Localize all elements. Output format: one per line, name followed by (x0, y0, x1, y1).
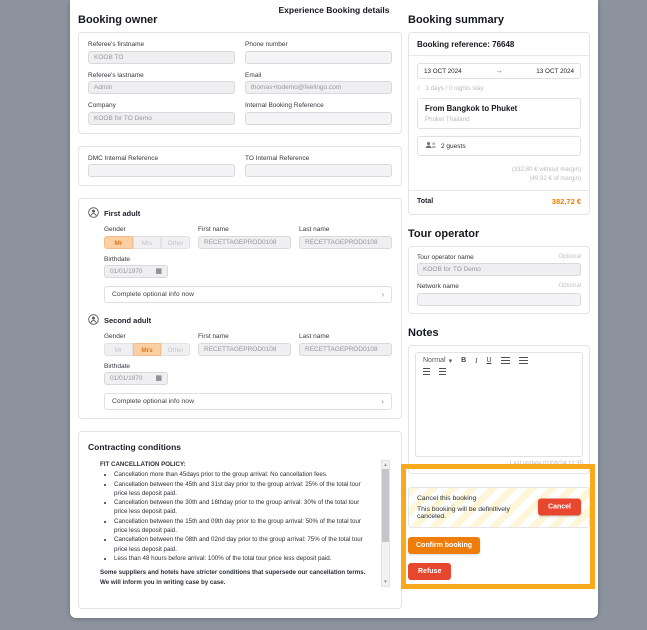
policy-title: FIT CANCELLATION POLICY: (100, 461, 186, 468)
birthdate-picker[interactable] (104, 372, 168, 385)
notes-heading: Notes (408, 326, 439, 339)
company-label: Company (88, 102, 116, 109)
notes-card (408, 345, 590, 474)
booking-summary-card (408, 32, 590, 215)
chevron-right-icon: › (381, 290, 384, 299)
total-label: Total (417, 197, 434, 205)
booking-owner-heading: Booking owner (78, 14, 158, 26)
birthdate-picker[interactable] (104, 265, 168, 278)
cancel-banner-title: Cancel this booking (417, 494, 477, 502)
field-email (245, 72, 392, 95)
contracting-conditions-heading: Contracting conditions (88, 442, 182, 452)
first-name-input: RECETTAGEPROD0108 (198, 343, 291, 356)
phone-input[interactable] (245, 51, 392, 64)
trip-title: From Bangkok to Phuket (425, 104, 518, 113)
gender-option-mr[interactable]: Mr (104, 236, 133, 249)
left-column (78, 14, 402, 609)
booking-owner-card (78, 32, 402, 134)
policy-bullet: • Cancellation between the 08th and 02nd day prior to the group arrival: 75% of the total tour price less deposit paid. (114, 535, 374, 554)
editor-toolbar (416, 353, 536, 378)
person-icon (88, 207, 99, 220)
refuse-button[interactable]: Refuse (408, 563, 451, 580)
gender-option-other[interactable]: Other (161, 236, 190, 249)
moon-icon: ☾ (417, 85, 423, 92)
last-name-label: Last name (299, 226, 330, 233)
tour-operator-card (408, 246, 590, 314)
first-adult-lastname (299, 226, 392, 249)
to-internal-ref-label: TO Internal Reference (245, 154, 310, 162)
birthdate-value: 01/01/1970 (110, 267, 143, 275)
field-to-internal-ref (245, 155, 392, 178)
complete-optional-info-row[interactable] (104, 393, 392, 410)
field-company (88, 102, 235, 125)
trip-location: Phuket Thailand (425, 116, 470, 123)
field-tour-operator-name (417, 254, 581, 277)
gender-option-other[interactable]: Other (161, 343, 190, 356)
policy-bullet-list (114, 470, 374, 563)
second-adult-firstname (198, 333, 291, 356)
gender-option-mrs[interactable]: Mrs (133, 343, 162, 356)
field-referee-lastname (88, 72, 235, 95)
indent-icon[interactable] (439, 368, 446, 375)
complete-optional-info-row[interactable] (104, 286, 392, 303)
booking-details-panel (70, 0, 598, 618)
internal-booking-ref-label: Internal Booking Reference (245, 102, 324, 109)
referee-lastname-label: Referee's lastname (88, 71, 144, 79)
policy-bullet: • Cancellation between the 15th and 09th day prior to the group arrival: 50% of the total tour price less deposit paid. (114, 517, 374, 536)
travelers-card (78, 198, 402, 419)
internal-booking-ref-input[interactable] (245, 112, 392, 125)
margin-of: (49,92 € of margin) (529, 175, 581, 183)
calendar-icon[interactable]: ▦ (155, 267, 162, 275)
bold-icon[interactable]: B (461, 357, 467, 365)
cancel-button[interactable]: Cancel (538, 499, 581, 516)
policy-bullet: • Cancellation between the 30th and 16thday prior to the group arrival: 30% of the total tour price less deposit paid. (114, 498, 374, 517)
gender-segmented-control (104, 236, 190, 249)
email-input: thomas+todemo@feelingo.com (245, 81, 392, 94)
second-adult-birthdate (104, 363, 392, 386)
notes-editor[interactable] (415, 352, 583, 457)
field-internal-booking-ref (245, 102, 392, 125)
person-icon (88, 314, 99, 327)
policy-bullet: • Cancellation more than 45days prior to the group arrival: No cancellation fees. (114, 470, 374, 479)
to-internal-ref-input[interactable] (245, 164, 392, 177)
margin-without: (332,80 € without margin) (511, 166, 581, 173)
policy-bullet: • Less than 48 hours before arrival: 100% of the total tour price less deposit paid. (114, 554, 374, 563)
italic-icon[interactable]: I (475, 356, 478, 365)
scrollbar[interactable] (381, 460, 390, 587)
last-name-label: Last name (299, 333, 330, 340)
scroll-down-icon[interactable]: ▼ (383, 578, 388, 584)
birthdate-label: Birthdate (104, 362, 131, 370)
guests-box (417, 136, 581, 156)
confirm-booking-button[interactable]: Confirm booking (408, 537, 480, 554)
contracting-conditions-card (78, 431, 402, 609)
last-name-input: RECETTAGEPROD0108 (299, 236, 392, 249)
optional-tag: Optional (558, 253, 581, 260)
scroll-up-icon[interactable]: ▲ (383, 462, 388, 467)
referee-firstname-input: KOOB TO (88, 51, 235, 64)
date-range-box[interactable] (417, 63, 581, 79)
first-adult-gender (104, 226, 190, 249)
guests-count: 2 guests (441, 142, 466, 150)
booking-actions-zone (408, 487, 590, 580)
birthdate-value: 01/01/1970 (110, 374, 143, 382)
field-dmc-internal-ref (88, 155, 235, 178)
outdent-icon[interactable] (423, 368, 430, 375)
second-adult-lastname (299, 333, 392, 356)
first-name-label: First name (198, 226, 229, 233)
tour-operator-name-input: KOOB for TO Demo (417, 263, 581, 276)
field-referee-firstname (88, 41, 235, 64)
caret-down-icon: ▾ (448, 357, 453, 365)
right-column (408, 14, 590, 580)
dmc-internal-ref-label: DMC Internal Reference (88, 154, 159, 162)
scrollbar-thumb[interactable] (382, 469, 389, 541)
second-adult-section (88, 314, 392, 410)
referee-firstname-label: Referee's firstname (88, 41, 145, 48)
phone-label: Phone number (245, 41, 288, 48)
birthdate-label: Birthdate (104, 255, 131, 263)
field-phone (245, 41, 392, 64)
cancel-banner-subtitle: This booking will be definitively canceled. (417, 505, 510, 520)
gender-label: Gender (104, 226, 126, 233)
trip-box (417, 98, 581, 129)
email-label: Email (245, 71, 262, 79)
second-adult-title: Second adult (104, 316, 152, 325)
format-label: Normal (423, 357, 446, 365)
referee-lastname-input: Admin (88, 81, 235, 94)
tour-operator-name-label: Tour operator name (417, 253, 474, 261)
page-title: Experience Booking details (278, 5, 390, 15)
network-name-input[interactable] (417, 293, 581, 306)
total-row (409, 190, 589, 207)
first-adult-section (88, 207, 392, 303)
underline-icon[interactable]: U (486, 357, 492, 365)
policy-bullet: • Cancellation between the 45th and 31st day prior to the group arrival: 25% of the total tour price less deposit paid. (114, 480, 374, 499)
contracting-conditions-scrollbox[interactable] (100, 460, 390, 587)
first-name-label: First name (198, 333, 229, 340)
optional-tag: Optional (558, 283, 581, 290)
margin-notes (417, 165, 581, 184)
first-adult-firstname (198, 226, 291, 249)
guests-icon (425, 141, 437, 151)
calendar-icon[interactable]: ▦ (155, 374, 162, 382)
arrow-right-icon: → (495, 67, 503, 75)
first-name-input: RECETTAGEPROD0108 (198, 236, 291, 249)
date-from: 13 OCT 2024 (424, 67, 462, 75)
optional-cta-label: Complete optional info now (112, 398, 194, 405)
internal-references-card (78, 146, 402, 187)
total-value: 382,72 € (551, 196, 581, 206)
booking-reference: Booking reference: 76648 (417, 40, 515, 49)
gender-label: Gender (104, 333, 126, 340)
first-adult-title: First adult (104, 209, 141, 218)
gender-option-mr[interactable]: Mr (104, 343, 133, 356)
dmc-internal-ref-input[interactable] (88, 164, 235, 177)
booking-summary-heading: Booking summary (408, 14, 504, 26)
network-name-label: Network name (417, 283, 459, 291)
notes-last-update: Last update 01/08/24 12:35 (509, 460, 583, 467)
company-input: KOOB for TO Demo (88, 112, 235, 125)
tour-operator-heading: Tour operator (408, 227, 480, 240)
chevron-right-icon: › (381, 397, 384, 406)
gender-option-mrs[interactable]: Mrs (133, 236, 162, 249)
notes-text-area[interactable] (416, 378, 582, 456)
divider (409, 55, 589, 56)
gender-segmented-control (104, 343, 190, 356)
policy-note: Some suppliers and hotels have stricter conditions that supersede our cancellation terms. We will inform you in writing case by case. (100, 569, 366, 586)
date-to: 13 OCT 2024 (536, 67, 574, 75)
format-dropdown[interactable] (423, 357, 452, 365)
ordered-list-icon[interactable] (501, 357, 510, 364)
second-adult-gender (104, 333, 190, 356)
optional-cta-label: Complete optional info now (112, 291, 194, 298)
first-adult-birthdate (104, 256, 392, 279)
cancel-booking-banner (408, 487, 590, 528)
field-network-name (417, 283, 581, 306)
stay-duration: 1 days / 0 nights stay (425, 85, 484, 92)
last-name-input: RECETTAGEPROD0108 (299, 343, 392, 356)
bullet-list-icon[interactable] (519, 357, 528, 364)
